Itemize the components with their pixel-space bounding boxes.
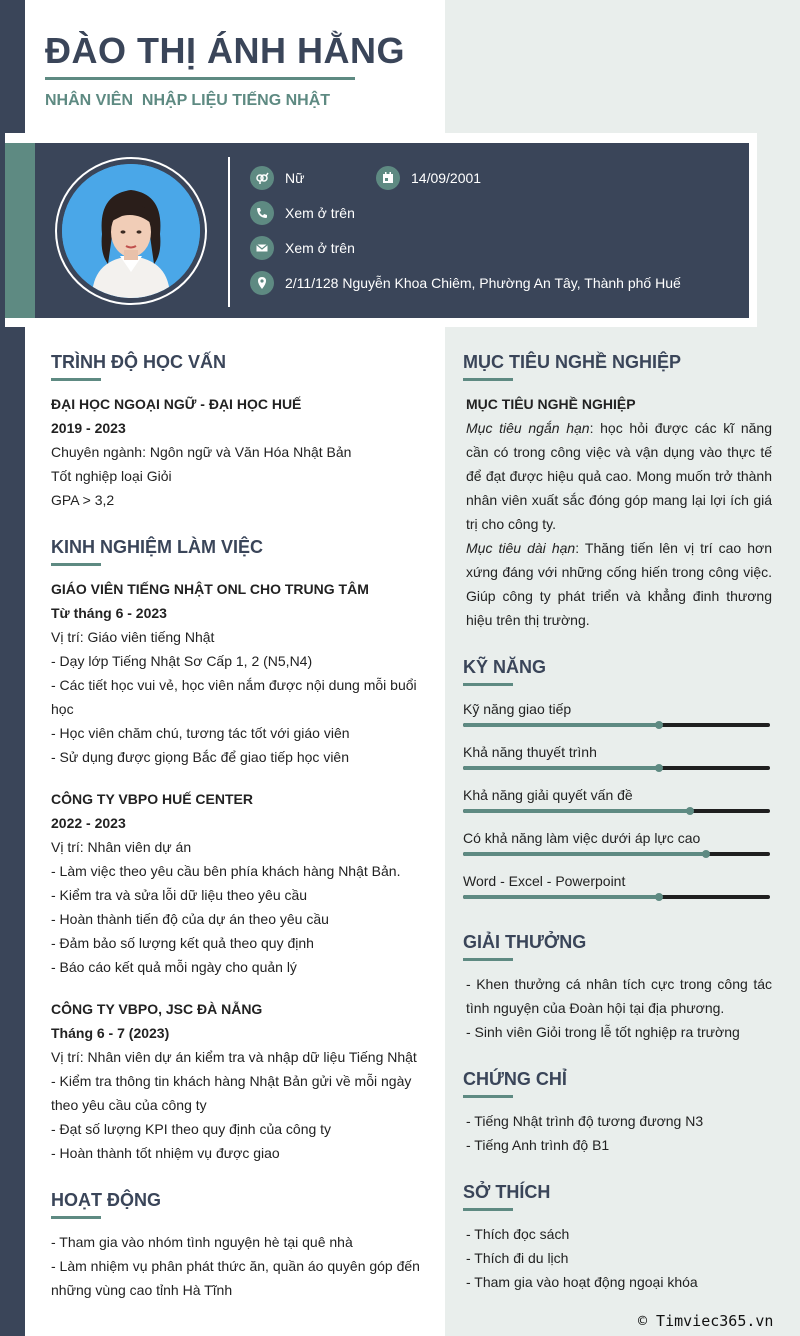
awards-section: [466, 972, 772, 1044]
job-period: Tháng 6 - 7 (2023): [51, 1025, 170, 1041]
contact-email: [250, 236, 355, 260]
objective-short-label: Mục tiêu ngắn hạn: [466, 420, 590, 436]
activity-line: - Làm nhiệm vụ phân phát thức ăn, quần áo quyên góp đến: [51, 1258, 420, 1274]
experience-underline: [51, 563, 101, 566]
job-line: - Hoàn thành tốt nhiệm vụ được giao: [51, 1145, 280, 1161]
objective-long-label: Mục tiêu dài hạn: [466, 540, 576, 556]
skill-bar-fill: [463, 852, 706, 856]
job-period: 2022 - 2023: [51, 815, 126, 831]
activities-underline: [51, 1216, 101, 1219]
objective-section: [466, 392, 772, 632]
skill-bar: [463, 809, 770, 813]
contact-phone: [250, 201, 355, 225]
certificates-title: CHỨNG CHỈ: [463, 1069, 567, 1089]
job-line: - Các tiết học vui vẻ, học viên nắm được nội dung mỗi buổi: [51, 677, 417, 693]
job-company: CÔNG TY VBPO, JSC ĐÀ NẴNG: [51, 1001, 263, 1017]
activity-line: - Tham gia vào nhóm tình nguyện hè tại quê nhà: [51, 1234, 353, 1250]
education-school: ĐẠI HỌC NGOẠI NGỮ - ĐẠI HỌC HUẾ: [51, 396, 302, 412]
contact-address: [250, 271, 681, 295]
hobby-line: - Thích đọc sách: [466, 1226, 570, 1242]
objective-underline: [463, 378, 513, 381]
skills-underline: [463, 683, 513, 686]
education-line: GPA > 3,2: [51, 492, 115, 508]
job-line: - Dạy lớp Tiếng Nhật Sơ Cấp 1, 2 (N5,N4): [51, 653, 313, 669]
objective-long: [466, 536, 772, 632]
award-line: - Sinh viên Giỏi trong lễ tốt nghiệp ra trường: [466, 1024, 740, 1040]
job-company: GIÁO VIÊN TIẾNG NHẬT ONL CHO TRUNG TÂM: [51, 581, 369, 597]
skill-label: Có khả năng làm việc dưới áp lực cao: [463, 830, 701, 846]
job-line: học: [51, 701, 74, 717]
phone-icon: [250, 201, 274, 225]
experience-job-3: [51, 997, 436, 1165]
education-line: Chuyên ngành: Ngôn ngữ và Văn Hóa Nhật Bản: [51, 444, 352, 460]
calendar-icon: [376, 166, 400, 190]
job-line: Vị trí: Giáo viên tiếng Nhật: [51, 629, 215, 645]
objective-short-text: : học hỏi được các kĩ năng cần có trong công việc và vận dụng vào thực tế để đạt được hiệu quả cao. Mong muốn trở thành nhân viên xuất sắc đóng góp mang lại lợi ích giá trị cho công ty.: [466, 420, 772, 532]
skill-bar: [463, 895, 770, 899]
email-icon: [250, 236, 274, 260]
hobbies-underline: [463, 1208, 513, 1211]
job-line: - Làm việc theo yêu cầu bên phía khách hàng Nhật Bản.: [51, 863, 401, 879]
location-icon: [250, 271, 274, 295]
job-line: - Báo cáo kết quả mỗi ngày cho quản lý: [51, 959, 297, 975]
awards-title: GIẢI THƯỞNG: [463, 932, 587, 952]
contact-gender: [250, 166, 304, 190]
skills-title: KỸ NĂNG: [463, 657, 547, 677]
experience-title: KINH NGHIỆM LÀM VIỆC: [51, 537, 264, 557]
gender-value: Nữ: [285, 170, 305, 186]
skill-bar: [463, 723, 770, 727]
banner-teal-strip: [5, 143, 35, 318]
skill-label: Khả năng thuyết trình: [463, 744, 597, 760]
job-line: - Kiểm tra và sửa lỗi dữ liệu theo yêu cầu: [51, 887, 308, 903]
skill-bar-fill: [463, 766, 659, 770]
activity-line: những vùng cao tỉnh Hà Tĩnh: [51, 1282, 233, 1298]
objective-short: [466, 416, 772, 536]
hobby-line: - Tham gia vào hoạt động ngoại khóa: [466, 1274, 698, 1290]
activities-section: [51, 1230, 436, 1302]
experience-job-2: [51, 787, 436, 979]
certificates-section: [466, 1109, 772, 1157]
education-title: TRÌNH ĐỘ HỌC VẤN: [51, 352, 226, 372]
certificate-line: - Tiếng Nhật trình độ tương đương N3: [466, 1113, 704, 1129]
objective-subtitle: MỤC TIÊU NGHỀ NGHIỆP: [466, 396, 636, 412]
job-line: - Học viên chăm chú, tương tác tốt với giáo viên: [51, 725, 350, 741]
job-line: theo yêu cầu của công ty: [51, 1097, 207, 1113]
job-line: Vị trí: Nhân viên dự án kiểm tra và nhập dữ liệu Tiếng Nhật: [51, 1049, 417, 1065]
award-line: - Khen thưởng cá nhân tích cực trong công tác tình nguyện của Đoàn hội tại địa phương.: [466, 976, 772, 1016]
dob-value: 14/09/2001: [411, 170, 482, 186]
contact-dob: [376, 166, 481, 190]
address-value: 2/11/128 Nguyễn Khoa Chiêm, Phường An Tây, Thành phố Huế: [285, 275, 681, 291]
skill-bar-knob: [702, 850, 710, 858]
candidate-role: NHÂN VIÊN NHẬP LIỆU TIẾNG NHẬT: [45, 92, 331, 109]
activities-title: HOẠT ĐỘNG: [51, 1190, 161, 1210]
objective-long-text: : Thăng tiến lên vị trí cao hơn xứng đáng với những cống hiến trong công việc. Giúp công ty phát triển và khẳng đinh thương hiệu trên thị trường.: [466, 540, 772, 628]
footer-watermark[interactable]: © Timviec365.vn: [638, 1312, 774, 1330]
skill-bar: [463, 766, 770, 770]
skill-label: Kỹ năng giao tiếp: [463, 701, 572, 717]
skill-label: Word - Excel - Powerpoint: [463, 873, 626, 889]
skill-label: Khả năng giải quyết vấn đề: [463, 787, 633, 803]
job-line: - Sử dụng được giọng Bắc để giao tiếp học viên: [51, 749, 349, 765]
phone-value[interactable]: Xem ở trên: [285, 205, 355, 221]
skill-bar-fill: [463, 723, 659, 727]
job-line: Vị trí: Nhân viên dự án: [51, 839, 192, 855]
job-period: Từ tháng 6 - 2023: [51, 605, 167, 621]
education-years: 2019 - 2023: [51, 420, 126, 436]
education-line: Tốt nghiệp loại Giỏi: [51, 468, 172, 484]
education-underline: [51, 378, 101, 381]
experience-job-1: [51, 577, 436, 769]
hobbies-title: SỞ THÍCH: [463, 1182, 551, 1202]
certificate-line: - Tiếng Anh trình độ B1: [466, 1137, 610, 1153]
certificates-underline: [463, 1095, 513, 1098]
avatar-portrait: [62, 164, 200, 298]
hobbies-section: [466, 1222, 772, 1294]
name-underline: [45, 77, 355, 80]
candidate-name: ĐÀO THỊ ÁNH HẰNG: [45, 30, 405, 71]
education-section: [51, 392, 431, 512]
avatar: [62, 164, 200, 298]
email-value[interactable]: Xem ở trên: [285, 240, 355, 256]
banner-divider: [228, 157, 230, 307]
job-company: CÔNG TY VBPO HUẾ CENTER: [51, 791, 253, 807]
job-line: - Hoàn thành tiến độ của dự án theo yêu cầu: [51, 911, 329, 927]
job-line: - Đảm bảo số lượng kết quả theo quy định: [51, 935, 314, 951]
skill-bar: [463, 852, 770, 856]
awards-underline: [463, 958, 513, 961]
objective-title: MỤC TIÊU NGHỀ NGHIỆP: [463, 352, 682, 372]
skill-bar-fill: [463, 895, 659, 899]
job-line: - Đạt số lượng KPI theo quy định của công ty: [51, 1121, 332, 1137]
hobby-line: - Thích đi du lịch: [466, 1250, 569, 1266]
gender-icon: [250, 166, 274, 190]
skill-bar-fill: [463, 809, 690, 813]
job-line: - Kiểm tra thông tin khách hàng Nhật Bản gửi về mỗi ngày: [51, 1073, 412, 1089]
